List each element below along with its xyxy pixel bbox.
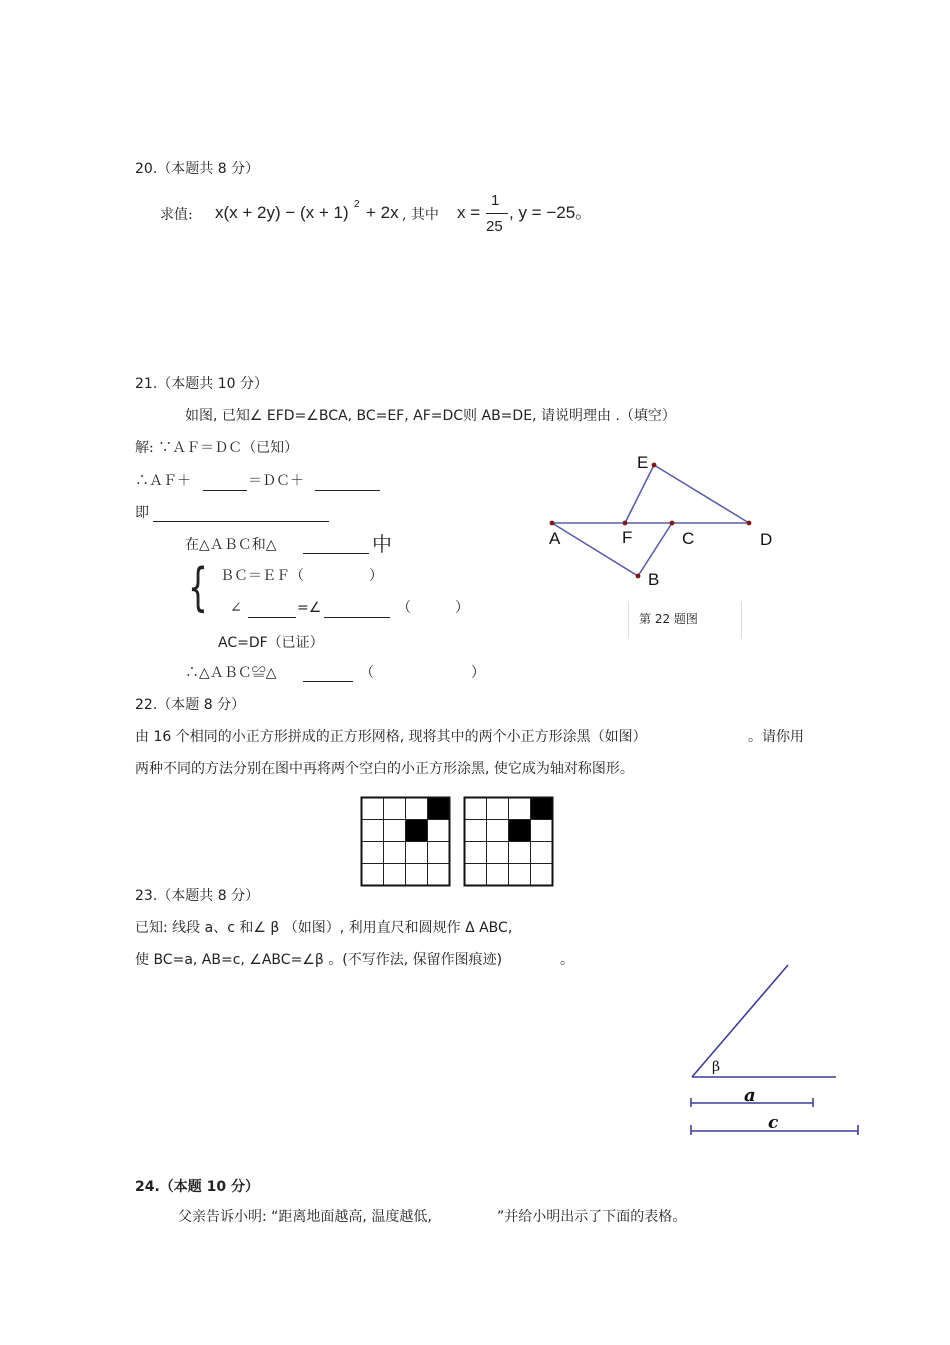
figure-22-caption-box <box>628 602 742 638</box>
segment-ed <box>654 465 749 523</box>
grid-right[interactable] <box>463 796 555 888</box>
label-f: F <box>622 528 633 547</box>
grid-cell[interactable] <box>531 842 553 864</box>
grid-cell[interactable] <box>465 864 487 886</box>
q21-line4-b: 中 <box>372 532 392 556</box>
q20-x-lhs: x = <box>457 203 481 222</box>
figure-22-caption: 第 22 题图 <box>639 612 698 626</box>
label-b: B <box>648 570 660 589</box>
label-e: E <box>637 453 649 472</box>
q20-prompt: 求值: <box>160 207 193 223</box>
a-label: a <box>744 1085 756 1106</box>
grid-cell[interactable] <box>465 820 487 842</box>
grid-cell[interactable] <box>384 864 406 886</box>
c-label: c <box>768 1113 779 1133</box>
q22-line1: 由 16 个相同的小正方形拼成的正方形网格, 现将其中的两个小正方形涂黑（如图） <box>135 729 647 745</box>
q21-condition-2-d: ） <box>455 600 469 616</box>
q21-blank-5[interactable] <box>248 617 296 618</box>
q21-blank-1[interactable] <box>203 490 247 491</box>
point-e <box>652 463 657 468</box>
grid-cell[interactable] <box>428 820 450 842</box>
grid-cell[interactable] <box>406 798 428 820</box>
segment-bc <box>638 523 672 576</box>
grid-cell[interactable] <box>428 842 450 864</box>
q24-header: 24.（本题 10 分） <box>135 1179 260 1195</box>
grid-cell[interactable] <box>531 864 553 886</box>
q20-frac-denominator: 25 <box>486 218 503 235</box>
grid-cell[interactable] <box>509 864 531 886</box>
grid-cell[interactable] <box>406 864 428 886</box>
q21-line4-a: 在△ＡＢＣ和△ <box>185 537 277 553</box>
q20-expression: x(x + 2y) − (x + 1) <box>215 203 349 222</box>
grid-cell[interactable] <box>362 820 384 842</box>
q21-conclusion-c: ） <box>471 665 485 681</box>
q20-where: , 其中 <box>402 207 439 223</box>
point-c <box>670 521 675 526</box>
q21-blank-2[interactable] <box>315 490 380 491</box>
grid-cell[interactable] <box>531 798 553 820</box>
q21-conclusion-b: （ <box>360 665 374 681</box>
q21-condition-2-b: =∠ <box>297 600 322 616</box>
grid-cell[interactable] <box>509 820 531 842</box>
grid-left[interactable] <box>360 796 452 888</box>
grid-cell[interactable] <box>384 842 406 864</box>
q24-line1: 父亲告诉小明: “距离地面越高, 温度越低, <box>178 1209 432 1225</box>
segment-fe <box>625 465 654 523</box>
grid-cell[interactable] <box>487 842 509 864</box>
q21-condition-2-a: ∠ <box>230 600 242 616</box>
point-b <box>636 574 641 579</box>
grid-cell[interactable] <box>406 820 428 842</box>
grid-cell[interactable] <box>487 820 509 842</box>
q20-header: 20.（本题共 8 分） <box>135 161 260 177</box>
q23-line1: 已知: 线段 a、c 和∠ β （如图）, 利用直尺和圆规作 Δ ABC, <box>135 920 513 936</box>
q21-condition-1: ＢＣ＝ＥＦ（ <box>220 568 304 584</box>
grid-cell[interactable] <box>531 820 553 842</box>
grid-cell[interactable] <box>428 798 450 820</box>
q20-expression-tail: + 2x <box>366 203 399 222</box>
grid-cell[interactable] <box>509 798 531 820</box>
angle-ray-upper <box>692 965 788 1077</box>
grid-cell[interactable] <box>428 864 450 886</box>
figure-23-given <box>680 955 870 1140</box>
q21-blank-4[interactable] <box>303 553 369 554</box>
q21-blank-6[interactable] <box>324 617 390 618</box>
q21-solution-line1: 解: ∵ＡＦ＝ＤＣ（已知） <box>135 440 299 456</box>
grid-cell[interactable] <box>465 798 487 820</box>
figure-22-diagram <box>530 445 790 595</box>
grid-cell[interactable] <box>487 864 509 886</box>
grid-cell[interactable] <box>406 842 428 864</box>
grid-cell[interactable] <box>465 842 487 864</box>
q21-line2-a: ∴ＡＦ＋ <box>135 473 191 489</box>
q21-blank-3[interactable] <box>153 521 329 522</box>
q21-condition-2-c: （ <box>397 600 411 616</box>
q21-brace: { <box>188 558 208 618</box>
q23-header: 23.（本题共 8 分） <box>135 888 260 904</box>
q21-condition-3: AC=DF（已证） <box>218 635 324 651</box>
q21-blank-7[interactable] <box>303 681 353 682</box>
grid-cell[interactable] <box>487 798 509 820</box>
q21-line2-b: ＝ＤＣ＋ <box>248 473 304 489</box>
q22-line1-end: 。请你用 <box>748 729 804 745</box>
beta-label: β <box>712 1059 721 1075</box>
point-d <box>747 521 752 526</box>
q21-header: 21.（本题共 10 分） <box>135 376 268 392</box>
q23-line2: 使 BC=a, AB=c, ∠ABC=∠β 。(不写作法, 保留作图痕迹) <box>135 952 503 968</box>
grid-cell[interactable] <box>384 820 406 842</box>
grid-cell[interactable] <box>384 798 406 820</box>
point-f <box>623 521 628 526</box>
q21-statement: 如图, 已知∠ EFD=∠BCA, BC=EF, AF=DC则 AB=DE, 请说明理由 .（填空） <box>185 408 676 424</box>
q21-condition-1-end: ） <box>369 568 383 584</box>
q20-exponent: 2 <box>354 199 360 210</box>
q23-line2-end: 。 <box>560 952 574 968</box>
point-a <box>550 521 555 526</box>
q21-conclusion-a: ∴△ＡＢＣ≌△ <box>185 665 277 681</box>
label-d: D <box>760 530 773 549</box>
q24-line1-end: ”并给小明出示了下面的表格。 <box>497 1209 687 1225</box>
grid-cell[interactable] <box>509 842 531 864</box>
grid-cell[interactable] <box>362 864 384 886</box>
q22-header: 22.（本题 8 分） <box>135 697 246 713</box>
label-c: C <box>682 529 695 548</box>
label-a: A <box>549 529 561 548</box>
q22-line2: 两种不同的方法分别在图中再将两个空白的小正方形涂黑, 使它成为轴对称图形。 <box>135 761 634 777</box>
grid-cell[interactable] <box>362 842 384 864</box>
q21-line3: 即 <box>135 505 149 521</box>
q20-frac-numerator: 1 <box>491 192 500 209</box>
q20-y-part: , y = −25。 <box>509 203 593 222</box>
grid-cell[interactable] <box>362 798 384 820</box>
q20-frac-bar <box>486 213 508 214</box>
